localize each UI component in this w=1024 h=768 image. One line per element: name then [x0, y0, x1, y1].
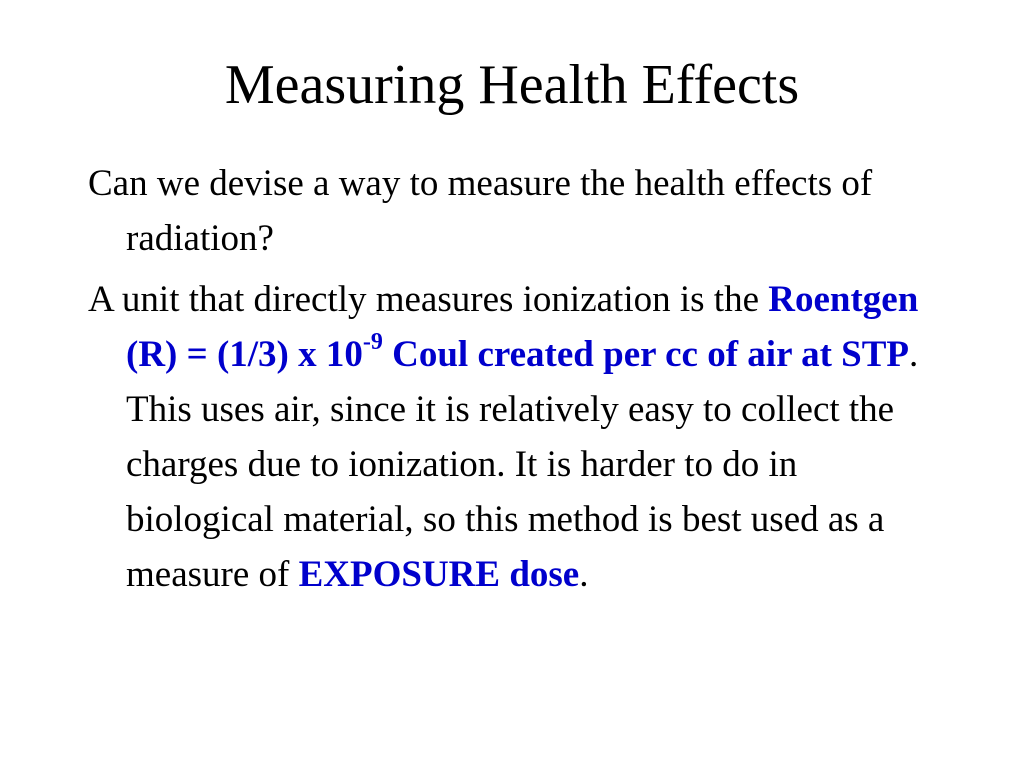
bullet-roentgen-end: .: [579, 554, 589, 595]
bullet-question-text: Can we devise a way to measure the health effects of radiation?: [88, 163, 873, 259]
bullet-roentgen: [88, 272, 948, 602]
slide-body: [88, 156, 948, 608]
bullet-roentgen-lead: A unit that directly measures ionization is the: [88, 279, 769, 320]
exposure-dose-term: EXPOSURE dose: [298, 554, 580, 595]
bullet-question: [88, 156, 948, 266]
roentgen-definition-part-b: Coul created per cc of air at STP: [382, 334, 910, 375]
bullet-roentgen-middle: . This uses air, since it is relatively easy to collect the charges due to ionization. It is harder to do in biological material, so this method is best used as a measure of: [126, 334, 919, 595]
slide-title: Measuring Health Effects: [224, 54, 800, 116]
roentgen-exponent: -9: [362, 328, 383, 355]
roentgen-definition-part-a: Roentgen (R) = (1/3) x 10: [126, 279, 919, 375]
